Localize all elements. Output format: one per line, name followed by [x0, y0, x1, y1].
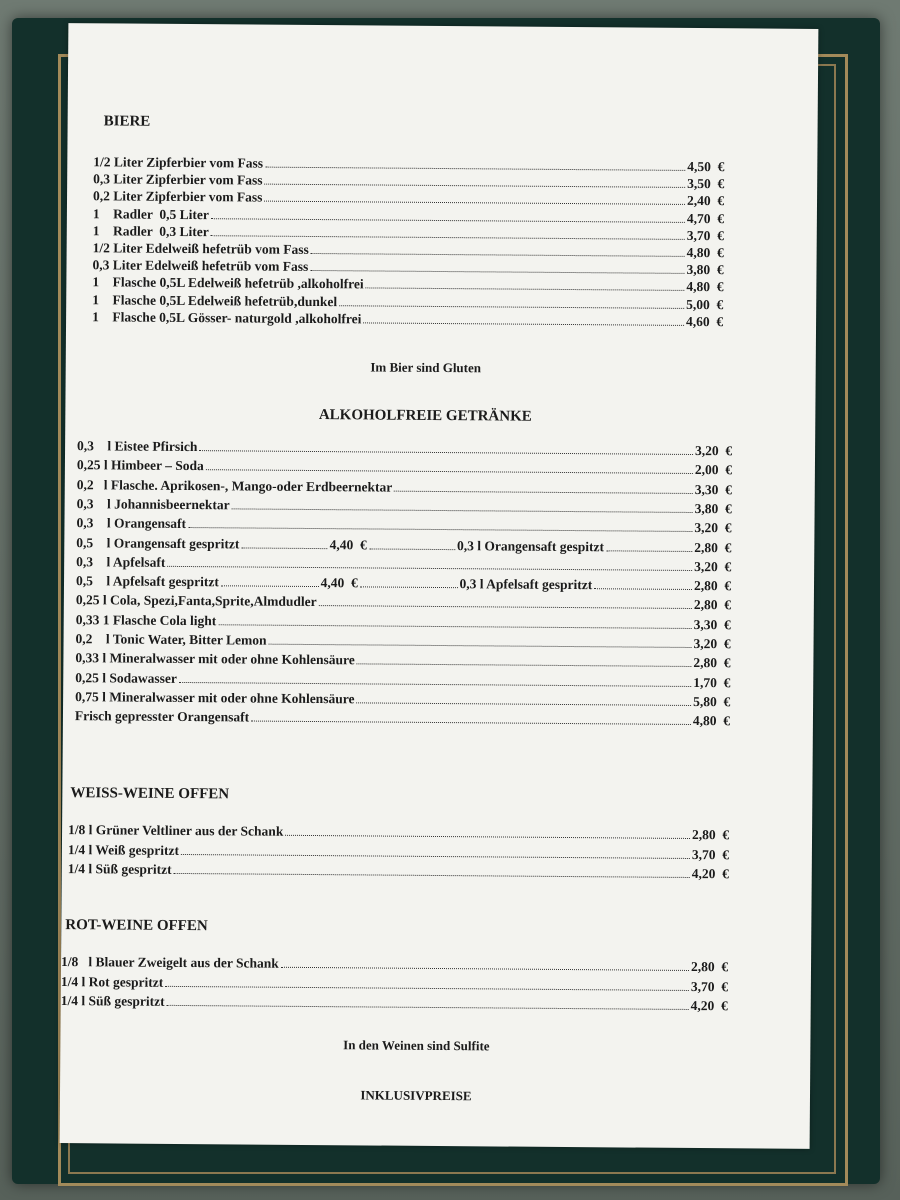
menu-item-row — [77, 495, 761, 517]
menu-item-row — [76, 592, 760, 614]
leader-dots — [241, 546, 327, 549]
menu-item-name: 0,3 l Apfelsaft — [76, 553, 166, 570]
menu-item-price: 3,30 € — [694, 481, 732, 497]
menu-item-name: 0,25 l Cola, Spezi,Fanta,Sprite,Almdudler — [75, 592, 317, 610]
menu-page — [60, 23, 819, 1149]
leader-dots — [356, 701, 691, 706]
menu-item-name: 1/8 l Grüner Veltliner aus der Schank — [68, 822, 284, 839]
menu-item-name: 1 Flasche 0,5L Edelweiß hefetrüb,dunkel — [92, 291, 338, 309]
leader-dots — [265, 183, 686, 188]
menu-item-name: 1/4 l Süß gespritzt — [60, 993, 165, 1009]
menu-item-price: 3,80 € — [686, 262, 724, 278]
leader-dots — [339, 304, 684, 309]
leader-dots — [366, 287, 685, 292]
menu-item-price: 4,60 € — [686, 313, 724, 330]
menu-item-name: 0,2 l Tonic Water, Bitter Lemon — [75, 631, 267, 648]
section-heading-weiss: WEISS-WEINE OFFEN — [70, 785, 230, 803]
menu-item-name: 1/4 l Weiß gespritzt — [67, 841, 180, 858]
menu-item-name: 0,5 l Orangensaft gespritzt — [76, 534, 240, 551]
leader-dots — [281, 966, 689, 971]
menu-item-row — [76, 553, 760, 575]
sulfite-note: In den Weinen sind Sulfite — [343, 1037, 490, 1054]
leader-dots — [265, 166, 685, 171]
menu-item-row — [77, 456, 761, 478]
leader-dots — [199, 449, 693, 455]
menu-item-name: Frisch gepresster Orangensaft — [74, 708, 250, 725]
leader-dots — [188, 526, 693, 532]
menu-item-price: 4,80 € — [686, 279, 724, 295]
menu-item-name: 0,2 l Flasche. Aprikosen-, Mango-oder Erdbeernektar — [76, 476, 393, 495]
menu-item-row — [77, 476, 761, 498]
leader-dots — [606, 549, 692, 552]
menu-item-row — [77, 437, 761, 459]
leader-dots — [206, 468, 693, 474]
menu-item-row — [68, 860, 758, 882]
leader-dots — [221, 584, 319, 587]
menu-item-price: 3,20 € — [694, 520, 732, 536]
menu-item-row — [75, 649, 759, 671]
menu-item-name: 1 Radler 0,3 Liter — [92, 223, 209, 239]
menu-item-name: 1/2 Liter Zipferbier vom Fass — [93, 154, 264, 171]
section-heading-rot: ROT-WEINE OFFEN — [65, 917, 208, 935]
leader-dots — [174, 872, 690, 878]
menu-item-name: 1/8 l Blauer Zweigelt aus der Schank — [60, 954, 279, 971]
menu-item-price: 3,20 € — [695, 443, 733, 459]
menu-item-price: 2,80 € — [694, 539, 732, 555]
leader-dots — [211, 234, 685, 240]
menu-item-row — [68, 821, 758, 843]
menu-item-price: 4,50 € — [687, 158, 725, 175]
leader-dots — [269, 643, 692, 648]
menu-item-price: 4,20 € — [691, 865, 729, 882]
menu-item-name: 0,75 l Mineralwasser mit oder ohne Kohlensäure — [75, 689, 355, 707]
menu-item-row — [75, 707, 759, 729]
menu-item-name: 1 Flasche 0,5L Gösser- naturgold ,alkoholfrei — [92, 309, 362, 327]
menu-item-price: 2,80 € — [691, 826, 730, 843]
menu-item-row — [61, 992, 757, 1014]
leader-dots — [394, 489, 693, 493]
leader-dots — [285, 834, 690, 839]
leader-dots — [232, 507, 693, 513]
leader-dots — [310, 269, 684, 274]
menu-item-name: 0,25 l Sodawasser — [75, 669, 177, 686]
menu-item-price: 4,70 € — [686, 210, 725, 226]
menu-item-name: 0,25 l Himbeer – Soda — [76, 457, 204, 474]
section-heading-alkoholfrei: ALKOHOLFREIE GETRÄNKE — [318, 407, 532, 425]
leader-dots — [167, 565, 692, 571]
menu-item-price: 5,00 € — [686, 296, 724, 312]
leader-dots — [369, 547, 455, 550]
menu-item-name: 0,5 l Apfelsaft gespritzt — [75, 573, 219, 590]
menu-item-name: 1/4 l Rot gespritzt — [60, 973, 164, 990]
menu-item-name: 1/2 Liter Edelweiß hefetrüb vom Fass — [92, 240, 309, 257]
menu-item-mid-name: 0,3 l Orangensaft gespitzt — [457, 537, 605, 554]
menu-item-price: 2,80 € — [690, 958, 729, 975]
leader-dots — [360, 585, 458, 588]
menu-item-name: 0,33 l Mineralwasser mit oder ohne Kohlensäure — [75, 650, 355, 668]
leader-dots — [251, 720, 691, 725]
menu-item-row — [75, 688, 759, 710]
leader-dots — [594, 587, 692, 590]
menu-item-price: 2,00 € — [694, 462, 733, 478]
menu-item-name: 0,33 1 Flasche Cola light — [75, 611, 217, 628]
menu-item-price: 3,50 € — [687, 176, 725, 192]
menu-item-row — [76, 534, 760, 556]
menu-item-price: 4,20 € — [690, 997, 728, 1014]
menu-item-price: 3,20 € — [693, 636, 731, 652]
menu-item-mid-price: 4,40 € — [320, 575, 358, 591]
menu-item-price: 4,80 € — [686, 244, 724, 261]
menu-item-name: 0,3 l Eistee Pfirsich — [77, 438, 198, 455]
menu-item-name: 1/4 l Süß gespritzt — [67, 861, 172, 877]
section-heading-biere: BIERE — [103, 113, 151, 130]
leader-dots — [218, 623, 691, 629]
inklusivpreise-note: INKLUSIVPREISE — [360, 1087, 472, 1104]
leader-dots — [357, 663, 692, 668]
menu-item-row — [76, 630, 760, 652]
menu-item-price: 2,40 € — [686, 193, 725, 209]
menu-item-name: 0,3 Liter Zipferbier vom Fass — [93, 171, 263, 188]
menu-item-name: 1 Radler 0,5 Liter — [92, 205, 209, 222]
menu-item-name: 0,3 Liter Edelweiß hefetrüb vom Fass — [92, 257, 309, 275]
menu-item-row — [68, 841, 758, 863]
leader-dots — [181, 852, 690, 858]
menu-item-row — [61, 953, 757, 975]
menu-item-row — [76, 572, 760, 594]
menu-item-price: 4,80 € — [692, 713, 731, 729]
menu-item-price: 2,80 € — [693, 597, 732, 613]
leader-dots — [311, 252, 685, 257]
menu-item-price: 2,80 € — [693, 578, 732, 594]
menu-item-name: 0,3 l Johannisbeernektar — [76, 496, 230, 513]
leader-dots — [167, 1004, 689, 1010]
gluten-note: Im Bier sind Gluten — [370, 359, 482, 376]
menu-item-row — [75, 669, 759, 691]
menu-item-price: 3,70 € — [686, 227, 724, 244]
menu-item-name: 0,3 l Orangensaft — [76, 515, 187, 532]
menu-item-row — [61, 973, 757, 995]
menu-item-price: 3,70 € — [690, 978, 729, 994]
menu-item-price: 3,80 € — [694, 500, 732, 517]
leader-dots — [165, 984, 689, 990]
menu-item-name: 0,2 Liter Zipferbier vom Fass — [92, 188, 263, 205]
menu-item-price: 5,80 € — [693, 693, 731, 710]
menu-item-name: 1 Flasche 0,5L Edelweiß hefetrüb ,alkoholfrei — [92, 274, 364, 292]
leader-dots — [264, 200, 685, 205]
leader-dots — [319, 604, 692, 609]
menu-item-price: 3,70 € — [691, 846, 730, 862]
menu-item-price: 2,80 € — [693, 655, 731, 671]
menu-item-price: 3,30 € — [693, 616, 731, 632]
leader-dots — [179, 681, 691, 687]
menu-item-row — [76, 514, 760, 536]
menu-item-row — [76, 611, 760, 633]
menu-item-mid-price: 4,40 € — [329, 536, 367, 552]
leader-dots — [363, 321, 684, 326]
menu-item-price: 1,70 € — [693, 674, 731, 690]
leader-dots — [211, 217, 685, 223]
menu-item-price: 3,20 € — [694, 558, 732, 575]
menu-item-mid-name: 0,3 l Apfelsaft gespritzt — [459, 576, 593, 593]
